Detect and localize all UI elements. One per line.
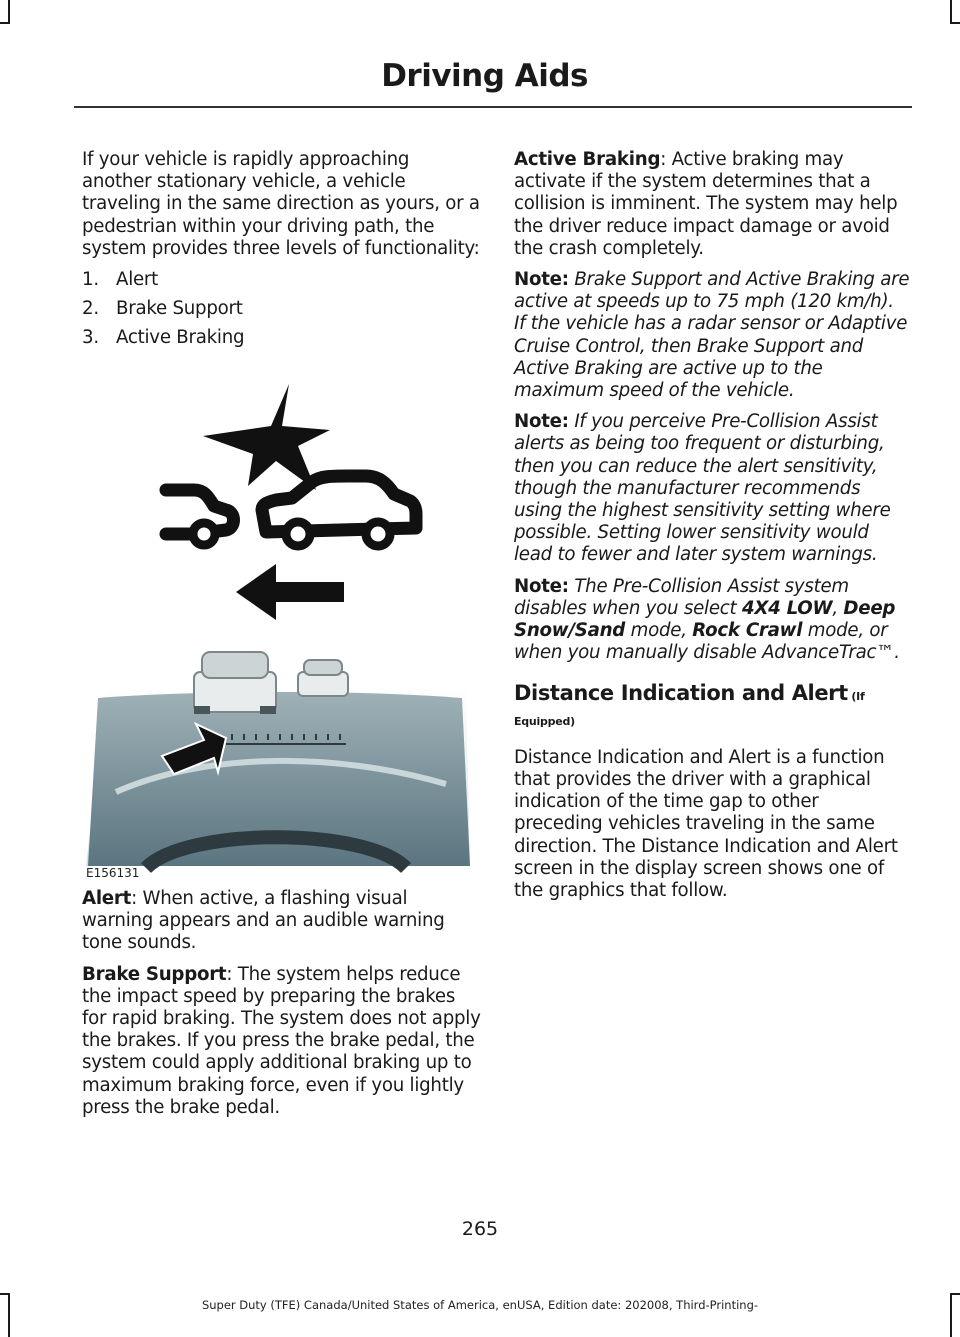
crop-mark [8, 0, 10, 22]
note-text: Brake Support and Active Braking are active at speeds up to 75 mph (120 km/h). If the vehicle has a radar sensor or Adaptive Cruise Control, then Brake Support and Active Braking are active up to the maximum speed of the vehicle. [514, 269, 910, 402]
alert-term: Alert [82, 888, 132, 909]
page-number: 265 [461, 1218, 499, 1240]
footer-edition: Super Duty (TFE) Canada/United States of America, enUSA, Edition date: 202008, Third-Printing- [201, 1298, 759, 1312]
note-paragraph [514, 576, 910, 665]
figure-label: E156131 [86, 866, 140, 880]
note-text: If you perceive Pre-Collision Assist alerts as being too frequent or disturbing, then you can reduce the alert sensitivity, though the manufacturer recommends using the highest sensitivity setting where possible. Setting lower sensitivity would lead to fewer and later system warnings. [514, 411, 891, 566]
note-label: Note: [514, 411, 569, 433]
list-number: 2. [82, 298, 99, 320]
mode-name: Rock Crawl [692, 620, 803, 642]
wheel-icon [366, 522, 390, 546]
right-column [514, 149, 910, 911]
alert-text: : When active, a flashing visual warning appears and an audible warning tone sounds. [82, 888, 445, 954]
pre-collision-illustration [86, 372, 472, 880]
list-label: Alert [116, 269, 159, 291]
brake-support-text: : The system helps reduce the impact speed by preparing the brakes for rapid braking. The system does not apply the brakes. If you press the brake pedal, the system could apply additional braking up to maximum braking force, even if you lightly press the brake pedal. [82, 963, 481, 1118]
functionality-list [82, 269, 482, 356]
arrow-left-icon [236, 564, 344, 620]
header-rule [74, 106, 912, 108]
alert-paragraph [82, 888, 482, 955]
wheel-icon [286, 522, 310, 546]
crop-mark [950, 22, 960, 24]
crop-mark [950, 1293, 960, 1295]
crash-star-icon [203, 384, 330, 490]
list-number: 1. [82, 269, 99, 291]
wheel-icon [193, 523, 215, 545]
left-lower-text [82, 888, 482, 1128]
note-label: Note: [514, 575, 569, 597]
active-braking-term: Active Braking [514, 149, 661, 170]
note-paragraph [514, 269, 910, 402]
note-text: mode, or when you manually disable AdvanceTrac™. [514, 620, 900, 664]
crop-mark [0, 22, 10, 24]
distant-vehicle-icon [298, 660, 348, 696]
active-braking-text: : Active braking may activate if the system determines that a collision is imminent. The system may help the driver reduce impact damage or avoid the crash completely. [514, 149, 898, 259]
list-label: Active Braking [116, 327, 245, 349]
brake-support-paragraph [82, 964, 482, 1119]
mode-name: Deep Snow/Sand [514, 597, 896, 642]
list-number: 3. [82, 327, 99, 349]
page-title: Driving Aids [381, 58, 588, 94]
note-text: The Pre-Collision Assist system disables when you select [514, 575, 849, 619]
pre-collision-figure [86, 372, 472, 880]
section-title: Distance Indication and Alert [514, 681, 848, 706]
note-text: , [832, 597, 844, 619]
active-braking-paragraph [514, 149, 910, 260]
section-equipped-note: (If Equipped) [514, 690, 865, 728]
crop-mark [0, 1293, 10, 1295]
left-column [82, 149, 482, 356]
section-heading [514, 682, 910, 732]
note-label: Note: [514, 269, 569, 291]
list-item [82, 327, 482, 356]
list-label: Brake Support [116, 298, 243, 320]
list-item [82, 298, 482, 327]
intro-paragraph: If your vehicle is rapidly approaching another stationary vehicle, a vehicle traveling in the same direction as yours, or a pedestrian within your driving path, the system provides three levels of functionality: [82, 149, 480, 259]
lead-vehicle-icon [194, 652, 276, 714]
note-paragraph [514, 411, 910, 566]
note-text: mode, [625, 620, 693, 642]
list-item [82, 269, 482, 298]
mode-name: 4X4 LOW [741, 597, 833, 619]
crop-mark [950, 0, 952, 22]
front-car-icon [262, 476, 416, 532]
brake-support-term: Brake Support [82, 963, 227, 985]
section-body: Distance Indication and Alert is a function that provides the driver with a graphical indication of the time gap to other preceding vehicles traveling in the same direction. The Distance Indication and Alert screen in the display screen shows one of the graphics that follow. [514, 746, 898, 902]
